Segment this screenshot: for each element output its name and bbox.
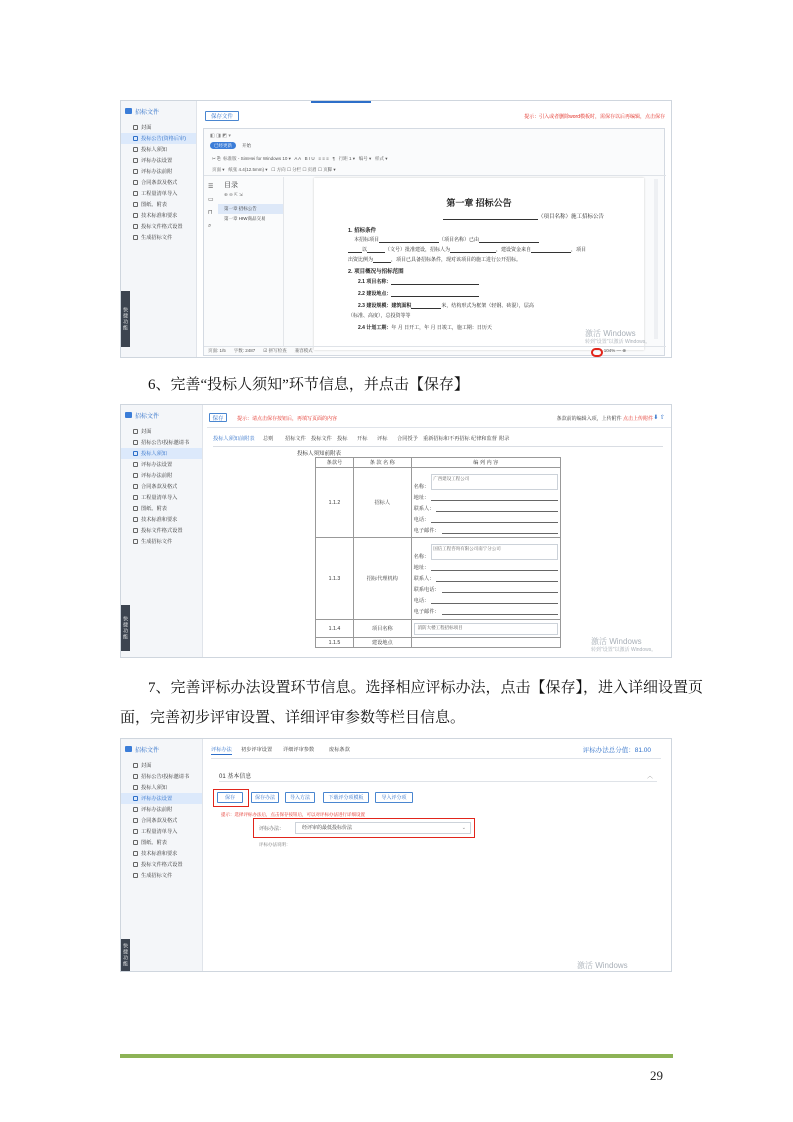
page-icon xyxy=(133,147,138,152)
clause-number: 1.1.3 xyxy=(316,538,354,620)
clause-number: 1.1.4 xyxy=(316,620,354,638)
section-1-heading: 1. 招标条件 xyxy=(348,228,377,234)
sidebar-item[interactable]: 合同条款及格式 xyxy=(121,177,196,188)
bidder-notice-table xyxy=(315,457,561,648)
field-input[interactable] xyxy=(442,526,558,534)
outline-item[interactable]: 第一章 招标公告 xyxy=(218,204,283,214)
page-icon xyxy=(133,517,138,522)
field-row: 联系人： xyxy=(414,501,558,512)
outline-controls[interactable]: ⊕ ⊖ ⇱ ⇲ xyxy=(224,192,243,197)
sidebar-item[interactable]: 招标公告/投标邀请书 xyxy=(121,437,202,448)
page-icon xyxy=(133,851,138,856)
action-button[interactable]: 下载评分项模板 xyxy=(323,792,369,803)
field-input[interactable] xyxy=(431,563,558,571)
method-description-label: 评标办法说明： xyxy=(259,842,291,847)
folder-icon[interactable]: ▭ xyxy=(208,197,214,203)
page-icon xyxy=(133,191,138,196)
column-header: 条款号 xyxy=(316,458,354,468)
status-bar: 页面: 1/5 字数: 2487 ☑ 拼写检查 兼容模式 104% — ⊕ xyxy=(204,346,666,355)
page-icon xyxy=(133,774,138,779)
editor-scrollbar[interactable] xyxy=(654,179,658,339)
sidebar-item[interactable]: 招标公告/投标邀请书 xyxy=(121,771,202,782)
sidebar-item[interactable]: 投标人须知 xyxy=(121,144,196,155)
field-row: 地址： xyxy=(414,490,558,501)
screenshot-bidder-notice xyxy=(120,404,672,658)
spellcheck-toggle[interactable]: ☑ 拼写检查 xyxy=(263,348,287,353)
sidebar-item[interactable]: 生成招标文件 xyxy=(121,870,202,881)
sidebar-title: 招标文件 xyxy=(125,408,198,422)
sidebar-item[interactable]: 封面 xyxy=(121,426,202,437)
page-icon xyxy=(133,763,138,768)
page-icon xyxy=(133,785,138,790)
save-button[interactable]: 保存 xyxy=(209,413,227,422)
page-icon xyxy=(133,528,138,533)
clause-content xyxy=(411,538,560,620)
column-header: 编 列 内 容 xyxy=(411,458,560,468)
paragraph-line-1: 本招标项目 （项目名称）已由 xyxy=(354,236,539,243)
page-number: 29 xyxy=(650,1068,663,1083)
field-input[interactable] xyxy=(431,493,558,501)
field-input[interactable] xyxy=(431,596,558,604)
section-basic-info: 01 基本信息 xyxy=(219,774,252,780)
notice-text: 提示：引入或者删除word模板时，需保存以后再编辑，点击保存 xyxy=(524,114,665,120)
page-icon xyxy=(133,169,138,174)
sidebar-item[interactable]: 图纸、附表 xyxy=(121,837,202,848)
section-tabs xyxy=(213,435,663,445)
page-icon xyxy=(133,506,138,511)
upload-link[interactable]: 点击上传附件 xyxy=(622,416,653,422)
step-7-caption-line-1: 7、完善评标办法设置环节信息。选择相应评标办法，点击【保存】，进入详细设置页 xyxy=(148,680,704,696)
sidebar-item[interactable]: 投标人须知 xyxy=(121,782,202,793)
page-icon xyxy=(133,429,138,434)
section-tab[interactable]: 总则 xyxy=(263,436,274,442)
outline-icon[interactable]: ☰ xyxy=(208,184,214,190)
field-row: 电子邮件： xyxy=(414,523,558,534)
table-row xyxy=(316,620,561,638)
field-row: 联系人： xyxy=(414,571,558,582)
sidebar-item[interactable]: 投标人须知 xyxy=(121,448,202,459)
sidebar-item[interactable]: 技术标准和要求 xyxy=(121,210,196,221)
evaluation-tab[interactable]: 详细评审参数 xyxy=(283,747,315,753)
upload-notice: 条款前的编辑入项，上传附件 点击上传附件 xyxy=(556,416,653,422)
evaluation-tabs xyxy=(211,746,511,756)
windows-watermark: 激活 Windows 转到"设置"以激活 Windows。 xyxy=(585,329,651,345)
action-button[interactable]: 导入方法 xyxy=(285,792,315,803)
evaluation-tab[interactable]: 初步评审设置 xyxy=(241,747,273,753)
section-tab[interactable]: 投标 xyxy=(337,436,348,442)
page-icon xyxy=(133,224,138,229)
notice-subtitle: （项目名称）施工招标公告 xyxy=(443,212,604,220)
folder-icon xyxy=(125,108,132,114)
clause-name: 项目名称 xyxy=(353,620,411,638)
field-row: 电话： xyxy=(414,512,558,523)
field-row: 地址： xyxy=(414,560,558,571)
page-icon xyxy=(133,495,138,500)
screenshot-editor xyxy=(120,100,672,358)
ribbon-tab-start[interactable]: 开始 xyxy=(242,143,251,148)
sidebar-item[interactable]: 图纸、附表 xyxy=(121,199,196,210)
sidebar-title: 招标文件 xyxy=(125,104,192,118)
total-score: 评标办法总分值：81.00 xyxy=(582,747,651,754)
sidebar-item[interactable]: 评标办法设置 xyxy=(121,793,202,804)
item-2-2: 2.2 建设地点： xyxy=(358,290,479,297)
evaluation-method-select[interactable]: 经评审的最低投标价法 ⌄ xyxy=(295,822,471,834)
table-header-row xyxy=(316,458,561,468)
select-label: 评标办法： xyxy=(259,826,285,832)
table-caption: 投标人须知前附表 xyxy=(297,451,342,457)
field-input[interactable]: 消防大楼工程招标项目 xyxy=(414,623,558,635)
search-icon[interactable]: ⌕ xyxy=(208,223,212,229)
field-row: 电子邮件： xyxy=(414,604,558,615)
field-row: 电话： xyxy=(414,593,558,604)
sidebar-item[interactable]: 生成招标文件 xyxy=(121,536,202,547)
document-page xyxy=(314,178,644,350)
item-2-4: 2.4 计划工期：年 月 日开工，年 月 日竣工，施工期：日历天 xyxy=(358,325,492,331)
sidebar-item[interactable]: 工程量清单导入 xyxy=(121,188,196,199)
sidebar xyxy=(121,101,197,357)
page-icon xyxy=(133,180,138,185)
page-icon xyxy=(133,818,138,823)
clause-name: 建设地点 xyxy=(353,638,411,648)
zoom-level[interactable]: 104% — ⊕ xyxy=(603,348,626,353)
highlight-save-box xyxy=(213,789,249,807)
outline-title: 目录 xyxy=(224,182,238,189)
action-button[interactable]: 保存 xyxy=(217,792,243,803)
paragraph-line-2: 以 （文号）批准建设，招标人为 ，建设资金来自 ，项目 xyxy=(348,246,586,253)
item-2-1: 2.1 项目名称： xyxy=(358,278,479,285)
field-input[interactable]: 国信工程咨询有限公司南宁分公司 xyxy=(431,544,558,560)
notice-text: 提示：请点击保存按钮后，再填写页面的内容 xyxy=(237,416,338,422)
section-tab[interactable]: 评标 xyxy=(377,436,388,442)
clause-name: 招标代理机构 xyxy=(353,538,411,620)
page-icon xyxy=(133,539,138,544)
clause-content xyxy=(411,620,560,638)
page-icon xyxy=(133,840,138,845)
sidebar-item[interactable]: 评标办法前附 xyxy=(121,166,196,177)
document-editor xyxy=(203,128,665,356)
save-file-button[interactable]: 保存文件 xyxy=(205,111,239,121)
section-tab[interactable]: 投标文件 xyxy=(311,436,332,442)
sidebar-item[interactable]: 封面 xyxy=(121,760,202,771)
section-tab[interactable]: 重新招标和不再招标 xyxy=(423,436,470,442)
section-tab[interactable]: 投标人须知前附表 xyxy=(213,436,255,442)
highlight-circle xyxy=(591,348,603,357)
page-icon xyxy=(133,125,138,130)
sidebar-item[interactable]: 评标办法设置 xyxy=(121,459,202,470)
ribbon-tab-active[interactable]: 已经更新 xyxy=(210,142,236,149)
field-input[interactable] xyxy=(442,585,558,593)
page-icon xyxy=(133,796,138,801)
sidebar xyxy=(121,739,203,971)
outline-panel xyxy=(218,177,284,347)
bookmark-icon[interactable]: ⊓ xyxy=(208,210,213,216)
sidebar-item[interactable]: 图纸、附表 xyxy=(121,503,202,514)
sidebar-item[interactable]: 合同条款及格式 xyxy=(121,481,202,492)
quick-functions-tab[interactable]: 快捷功能 xyxy=(121,605,130,651)
windows-watermark: 激活 Windows 转到"设置"以激活 Windows。 xyxy=(591,637,657,653)
page-icon xyxy=(133,862,138,867)
sidebar-item[interactable]: 评标办法设置 xyxy=(121,155,196,166)
field-row: 名称： 国信工程咨询有限公司南宁分公司 xyxy=(414,542,558,560)
sidebar-item[interactable]: 技术标准和要求 xyxy=(121,848,202,859)
hint-text: 提示：选择评标办法后，点击保存按钮后，可以对评标办法进行详细设置 xyxy=(221,812,365,817)
section-tab[interactable]: 纪律和监督 xyxy=(471,436,497,442)
page-icon xyxy=(133,462,138,467)
field-row: 联系电话： xyxy=(414,582,558,593)
sidebar-item[interactable]: 工程量清单导入 xyxy=(121,492,202,503)
page-icon xyxy=(133,213,138,218)
section-tab[interactable]: 招标文件 xyxy=(285,436,306,442)
footer-rule xyxy=(120,1054,673,1058)
step-7-caption-line-2: 面，完善初步评审设置、详细评审参数等栏目信息。 xyxy=(120,710,466,726)
sidebar-title: 招标文件 xyxy=(125,742,198,756)
page-icon xyxy=(133,202,138,207)
page-icon xyxy=(133,235,138,240)
item-2-3-cont: （标准、高度），总投资等等 xyxy=(348,313,411,319)
column-header: 条 款 名 称 xyxy=(353,458,411,468)
page-icon xyxy=(133,158,138,163)
page-icon xyxy=(133,440,138,445)
section-2-heading: 2. 项目概况与招标范围 xyxy=(348,269,404,275)
evaluation-tab[interactable]: 评标办法 xyxy=(211,747,232,753)
clause-content xyxy=(411,468,560,538)
sidebar-item[interactable]: 封面 xyxy=(121,122,196,133)
sidebar-item[interactable]: 投标文件格式设置 xyxy=(121,525,202,536)
side-icon-bar[interactable] xyxy=(208,181,216,233)
page-icon xyxy=(133,807,138,812)
toolbar-row-2[interactable]: 页面 ▾ 纸张 4.4(12.5mm) ▾ ☐ 方向 ☐ 分栏 ☐ 页眉 ☐ 页脚 ▾ xyxy=(212,167,336,172)
sidebar-item[interactable]: 生成招标文件 xyxy=(121,232,196,243)
field-input[interactable] xyxy=(436,504,558,512)
field-input[interactable] xyxy=(442,607,558,615)
folder-icon xyxy=(125,746,132,752)
clause-number: 1.1.2 xyxy=(316,468,354,538)
chevron-down-icon: ⌄ xyxy=(461,825,466,831)
action-button[interactable]: 导入评分项 xyxy=(375,792,413,803)
field-input[interactable] xyxy=(436,574,558,582)
field-input[interactable]: 广西建设工程公司 xyxy=(431,474,558,490)
windows-watermark: 激活 Windows xyxy=(577,961,628,970)
folder-icon xyxy=(125,412,132,418)
table-row xyxy=(316,468,561,538)
outline-item[interactable]: 第一章 HIW商品交易 xyxy=(224,216,266,221)
sidebar-item[interactable]: 评标办法前附 xyxy=(121,470,202,481)
field-input[interactable] xyxy=(431,515,558,523)
quick-functions-tab[interactable]: 快捷功能 xyxy=(121,939,130,971)
page-icon xyxy=(133,829,138,834)
action-button[interactable]: 保存办法 xyxy=(251,792,279,803)
page-icon xyxy=(133,873,138,878)
toolbar-row-1[interactable]: ✂ ⎘ 标准版 - SimHei for Windows 10 ▾ A A B I U ≡ ≡ ≡ ¶ 行距 1 ▾ 编号 ▾ 样式 ▾ xyxy=(212,156,388,161)
clause-content xyxy=(411,638,560,648)
download-icon[interactable]: ⬇ ⇧ xyxy=(653,415,665,421)
section-tab[interactable]: 开标 xyxy=(357,436,368,442)
clause-name: 招标人 xyxy=(353,468,411,538)
section-tab[interactable]: 附录 xyxy=(499,436,510,442)
step-6-caption: 6、完善“投标人须知”环节信息，并点击【保存】 xyxy=(148,377,469,393)
sidebar-item[interactable]: 合同条款及格式 xyxy=(121,815,202,826)
screenshot-evaluation-method xyxy=(120,738,672,972)
section-tab[interactable]: 合同授予 xyxy=(397,436,418,442)
table-row xyxy=(316,638,561,648)
paragraph-line-3: 出资比例为 ，项目已具备招标条件，现对该项目的施工进行公开招标。 xyxy=(348,257,522,263)
editor-quick-icons: ◧ ◨ ◩ ▾ xyxy=(210,133,231,139)
item-2-3: 2.3 建设规模：建筑面积 米，结构形式为框架（轻钢、砖混），层高 xyxy=(358,303,534,309)
field-row: 名称： 广西建设工程公司 xyxy=(414,472,558,490)
sidebar-item[interactable]: 评标办法前附 xyxy=(121,804,202,815)
chapter-title: 第一章 招标公告 xyxy=(446,198,512,208)
clause-number: 1.1.5 xyxy=(316,638,354,648)
sidebar-item[interactable]: 技术标准和要求 xyxy=(121,514,202,525)
page-icon xyxy=(133,451,138,456)
sidebar-item[interactable]: 投标公告(资格后审) xyxy=(121,133,196,144)
table-row xyxy=(316,538,561,620)
page-icon xyxy=(133,473,138,478)
top-tab-indicator xyxy=(311,101,371,103)
sidebar-item[interactable]: 投标文件格式设置 xyxy=(121,221,196,232)
sidebar xyxy=(121,405,203,657)
page-icon xyxy=(133,484,138,489)
quick-functions-tab[interactable]: 快捷功能 xyxy=(121,291,130,347)
evaluation-tab[interactable]: 废标条款 xyxy=(329,747,350,753)
sidebar-item[interactable]: 投标文件格式设置 xyxy=(121,859,202,870)
page-icon xyxy=(133,136,138,141)
sidebar-item[interactable]: 工程量清单导入 xyxy=(121,826,202,837)
collapse-icon[interactable]: ︿ xyxy=(646,774,653,780)
